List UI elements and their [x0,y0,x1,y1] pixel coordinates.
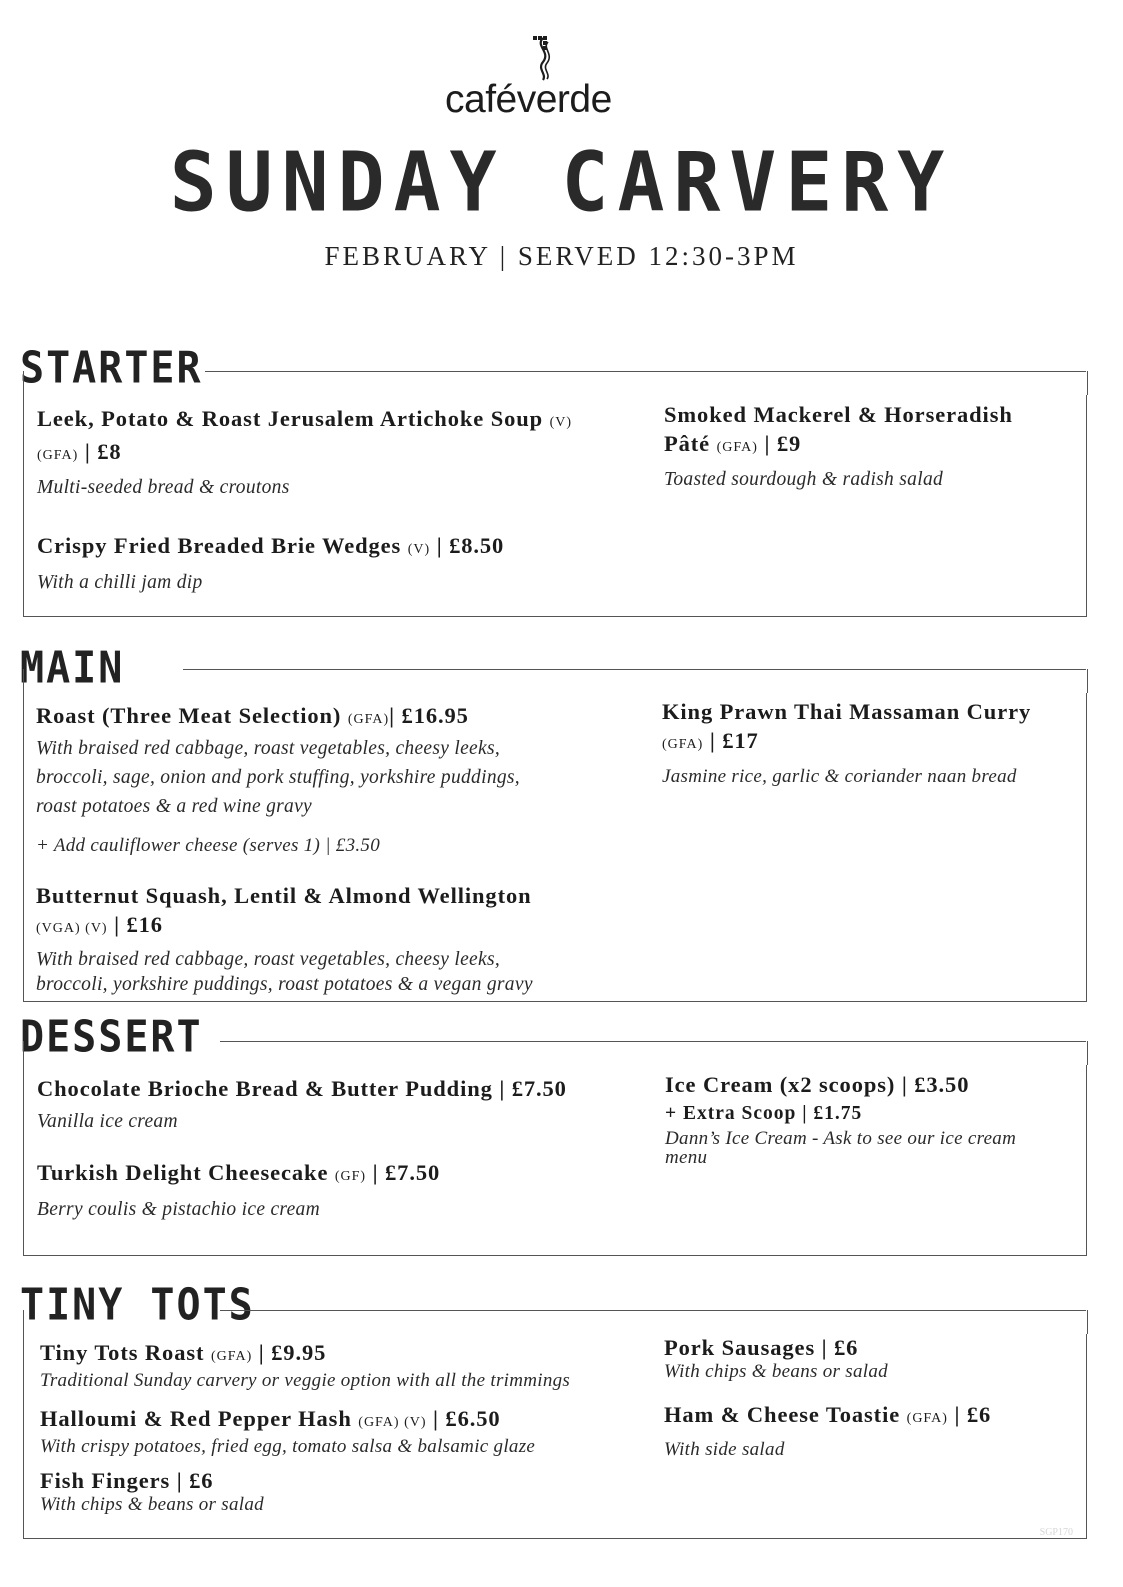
item-name: Chocolate Brioche Bread & Butter Pudding | £7.50 [37,1076,567,1101]
page-title: SUNDAY CARVERY [169,135,954,231]
item-description: With chips & beans or salad [40,1494,264,1515]
menu-item [664,1400,1074,1464]
item-name: Roast (Three Meat Selection) (GFA)| £16.95 [36,703,469,728]
section-rule [205,371,1086,372]
section-rule [220,1041,1086,1042]
section-heading-main: MAIN [20,642,125,694]
item-description: With braised red cabbage, roast vegetables, cheesy leeks, broccoli, sage, onion and pork stuffing, yorkshire puddings, roast potatoes & a red wine gravy [36,738,520,817]
menu-item [665,1070,1075,1167]
page-subtitle: FEBRUARY | SERVED 12:30-3PM [324,241,799,271]
item-description: Traditional Sunday carvery or veggie option with all the trimmings [40,1370,571,1391]
item-name: Turkish Delight Cheesecake (GF) | £7.50 [37,1160,441,1185]
item-description: With chips & beans or salad [664,1361,888,1382]
menu-item [662,697,1077,791]
item-price: | £17 [709,728,759,753]
item-description: Multi-seeded bread & croutons [37,477,290,498]
item-addon: + Add cauliflower cheese (serves 1) | £3.50 [36,835,381,856]
menu-item [37,404,617,502]
item-price: | £9.95 [258,1340,327,1365]
item-name: Halloumi & Red Pepper Hash (GFA) (V) | £6.50 [40,1406,501,1431]
item-name: Pork Sausages | £6 [664,1335,859,1360]
item-description: Toasted sourdough & radish salad [664,469,944,490]
pixel-mark-icon [533,36,549,52]
item-description: With side salad [664,1439,785,1460]
item-price: | £8 [84,439,122,464]
item-description: With a chilli jam dip [37,572,203,593]
menu-item [37,1158,637,1224]
menu-item [664,1333,1074,1381]
item-price: | £6.50 [433,1406,501,1431]
item-name: Fish Fingers | £6 [40,1468,214,1493]
item-name: Ham & Cheese Toastie (GFA) | £6 [664,1402,992,1427]
item-name: Crispy Fried Breaded Brie Wedges (V) | £8.50 [37,533,505,558]
section-heading-starter: STARTER [20,342,203,394]
menu-item [40,1466,640,1514]
item-name: Ice Cream (x2 scoops) | £3.50 [665,1072,970,1097]
menu-item [40,1338,640,1390]
item-price: | £6 [954,1402,992,1427]
section-rule [220,1310,1086,1311]
section-heading-dessert: DESSERT [20,1011,203,1063]
menu-item [40,1404,640,1456]
section-heading-tiny-tots: TINY TOTS [20,1279,255,1331]
item-price: | £3.50 [901,1072,970,1097]
item-description: Vanilla ice cream [37,1111,178,1132]
brand-wordmark: caféverde [445,78,612,121]
item-description: With braised red cabbage, roast vegetables, cheesy leeks, broccoli, yorkshire puddings, roast potatoes & a vegan gravy [36,949,533,995]
brand-logo [445,36,665,121]
item-price: | £9 [764,431,802,456]
item-price: | £7.50 [499,1076,567,1101]
item-name: Tiny Tots Roast (GFA) | £9.95 [40,1340,327,1365]
item-extra: + Extra Scoop | £1.75 [665,1103,863,1124]
item-name: Smoked Mackerel & Horseradish Pâté (GFA) | £9 [664,402,1013,456]
menu-item [37,531,617,597]
item-price: | £7.50 [372,1160,441,1185]
item-price: | £16.95 [389,703,469,728]
item-description: Jasmine rice, garlic & coriander naan bread [662,766,1017,787]
item-price: | £16 [114,912,163,937]
item-price: | £6 [821,1335,859,1360]
menu-item [664,400,1074,494]
item-name: King Prawn Thai Massaman Curry (GFA) | £17 [662,699,1032,753]
item-price: | £6 [176,1468,214,1493]
item-description: Berry coulis & pistachio ice cream [37,1199,320,1220]
item-name: Butternut Squash, Lentil & Almond Wellington (VGA) (V) | £16 [36,883,532,937]
section-rule [183,669,1086,670]
menu-item [37,1074,637,1136]
menu-item [36,881,636,996]
item-price: | £8.50 [436,533,505,558]
item-name: Leek, Potato & Roast Jerusalem Artichoke Soup (V) (GFA) | £8 [37,406,573,464]
item-description: With crispy potatoes, fried egg, tomato salsa & balsamic glaze [40,1436,536,1457]
item-description: Dann’s Ice Cream - Ask to see our ice cream menu [665,1128,1017,1168]
menu-item [36,701,626,857]
footer-code: SGP170 [1039,1527,1073,1538]
